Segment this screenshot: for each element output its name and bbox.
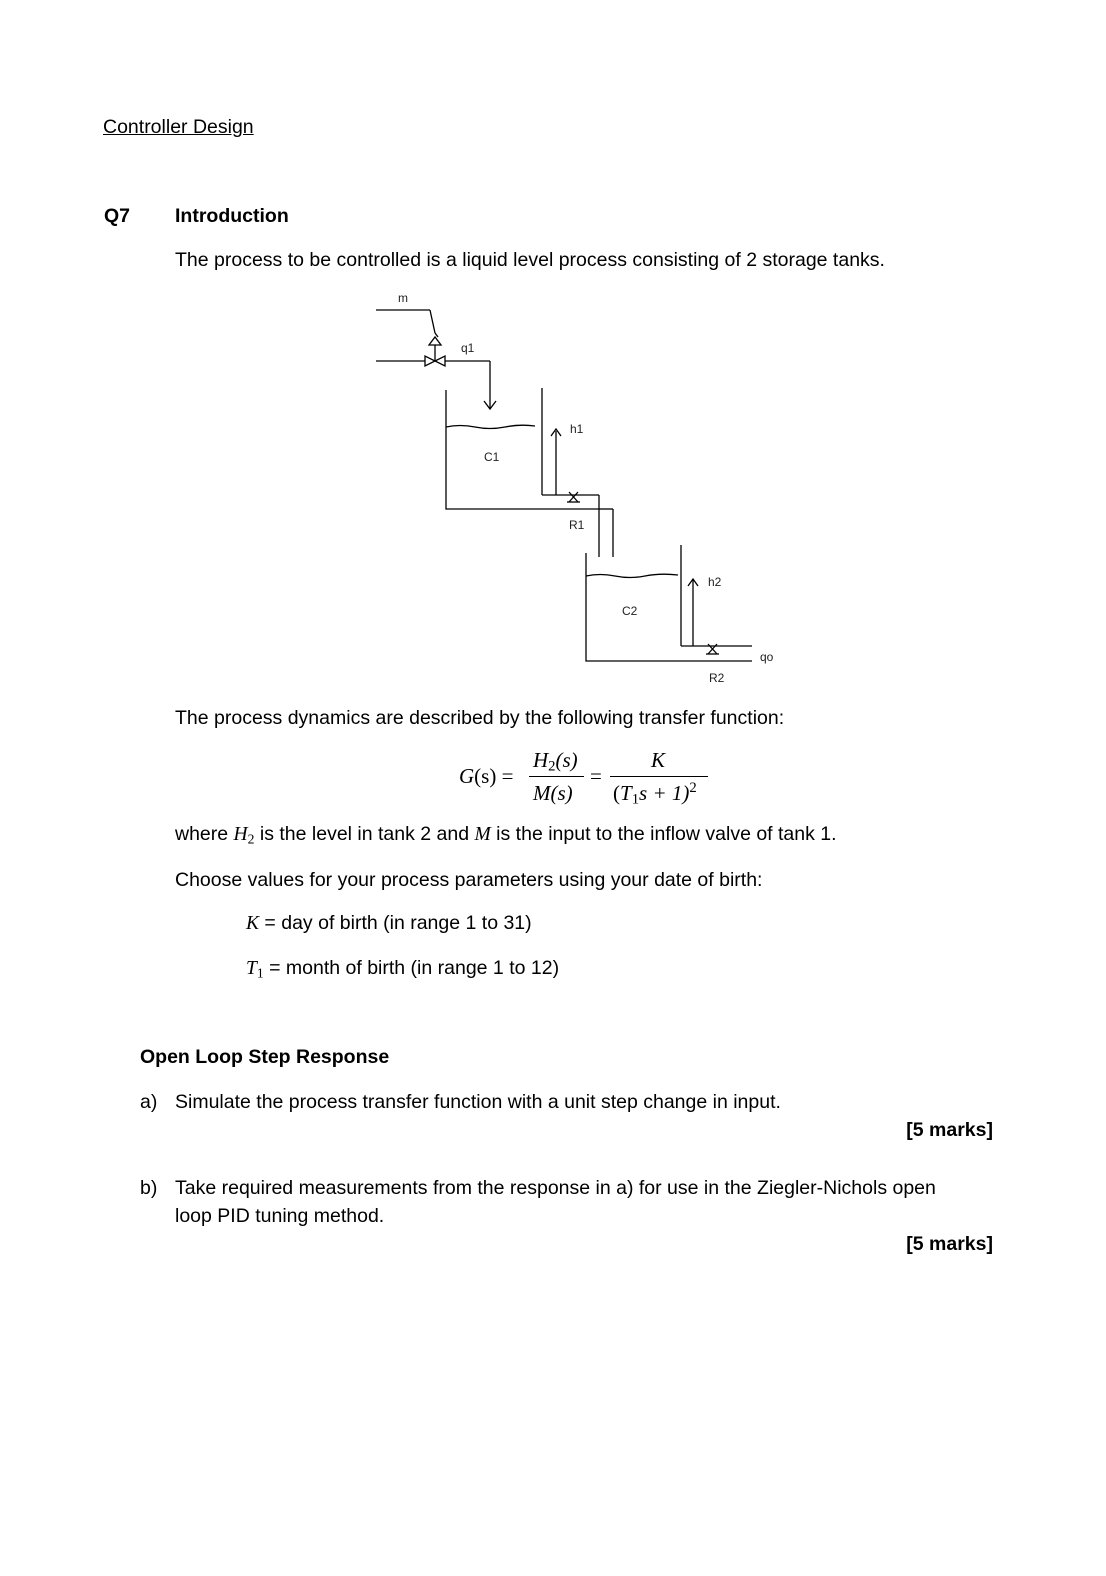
- tank2-walls: [586, 553, 752, 661]
- tank1-liquid-surface: [446, 425, 535, 428]
- tank2-liquid-surface: [586, 574, 678, 577]
- param-k-text: = day of birth (in range 1 to 31): [259, 912, 532, 934]
- eq-num1-sub: 2: [548, 758, 556, 775]
- where-line: [175, 825, 837, 845]
- two-tank-diagram: [360, 285, 790, 690]
- open-loop-title: Open Loop Step Response: [140, 1046, 390, 1068]
- part-b-label: b): [140, 1177, 158, 1199]
- param-t1: [246, 959, 559, 979]
- eq-den2-T: T: [620, 781, 632, 805]
- param-t-text: = month of birth (in range 1 to 12): [263, 957, 560, 979]
- where-h-sub: 2: [247, 831, 255, 847]
- page-title: Controller Design: [103, 116, 254, 138]
- part-b-text-line1: Take required measurements from the response in a) for use in the Ziegler-Nichols open: [175, 1177, 936, 1199]
- param-k: [246, 914, 532, 934]
- valve-body-right: [435, 356, 445, 366]
- param-t-symbol: T: [246, 958, 257, 979]
- part-b-text-line2: loop PID tuning method.: [175, 1205, 385, 1227]
- eq-equals-2: =: [590, 764, 602, 788]
- label-r1: R1: [569, 518, 585, 532]
- where-part3: is the input to the inflow valve of tank 1.: [490, 823, 837, 845]
- eq-num1-H: H: [533, 748, 549, 772]
- choose-text: Choose values for your process parameters using your date of birth:: [175, 869, 763, 891]
- eq-lhs-arg: (s) =: [474, 764, 514, 788]
- where-part2: is the level in tank 2 and: [254, 823, 475, 845]
- label-q1: q1: [461, 341, 475, 355]
- label-c1: C1: [484, 450, 500, 464]
- actuator-signal-line: [430, 310, 435, 333]
- fraction-bar-1: [529, 776, 584, 777]
- eq-den2-rest: s + 1): [639, 781, 690, 805]
- eq-G: G: [459, 764, 475, 788]
- valve-body-left: [425, 356, 435, 366]
- eq-num2: K: [651, 748, 666, 772]
- label-h1: h1: [570, 422, 584, 436]
- part-a-marks: [5 marks]: [906, 1119, 993, 1141]
- tank1-walls: [446, 390, 599, 509]
- where-part1: where: [175, 823, 234, 845]
- label-qo: qo: [760, 650, 774, 664]
- label-r2: R2: [709, 671, 725, 685]
- param-t-sub: 1: [256, 965, 264, 981]
- eq-den2-open: (: [613, 781, 620, 805]
- part-a-text: Simulate the process transfer function with a unit step change in input.: [175, 1091, 781, 1113]
- fraction-bar-2: [610, 776, 708, 777]
- eq-den2-sup: 2: [689, 779, 697, 796]
- label-c2: C2: [622, 604, 638, 618]
- label-h2: h2: [708, 575, 722, 589]
- valve-actuator: [429, 337, 441, 345]
- question-number: Q7: [104, 205, 131, 227]
- intro-title: Introduction: [175, 205, 289, 227]
- eq-den2-sub: 1: [631, 791, 640, 808]
- eq-num1-arg: (s): [555, 748, 578, 772]
- label-m: m: [398, 291, 408, 305]
- eq-den1: M(s): [533, 781, 573, 805]
- part-a-label: a): [140, 1091, 158, 1113]
- dynamics-text: The process dynamics are described by the following transfer function:: [175, 707, 785, 729]
- part-b-marks: [5 marks]: [906, 1233, 993, 1255]
- where-m-symbol: M: [474, 824, 491, 845]
- where-h-symbol: H: [233, 824, 248, 845]
- param-k-symbol: K: [246, 913, 260, 934]
- intro-text: The process to be controlled is a liquid level process consisting of 2 storage tanks.: [175, 249, 885, 271]
